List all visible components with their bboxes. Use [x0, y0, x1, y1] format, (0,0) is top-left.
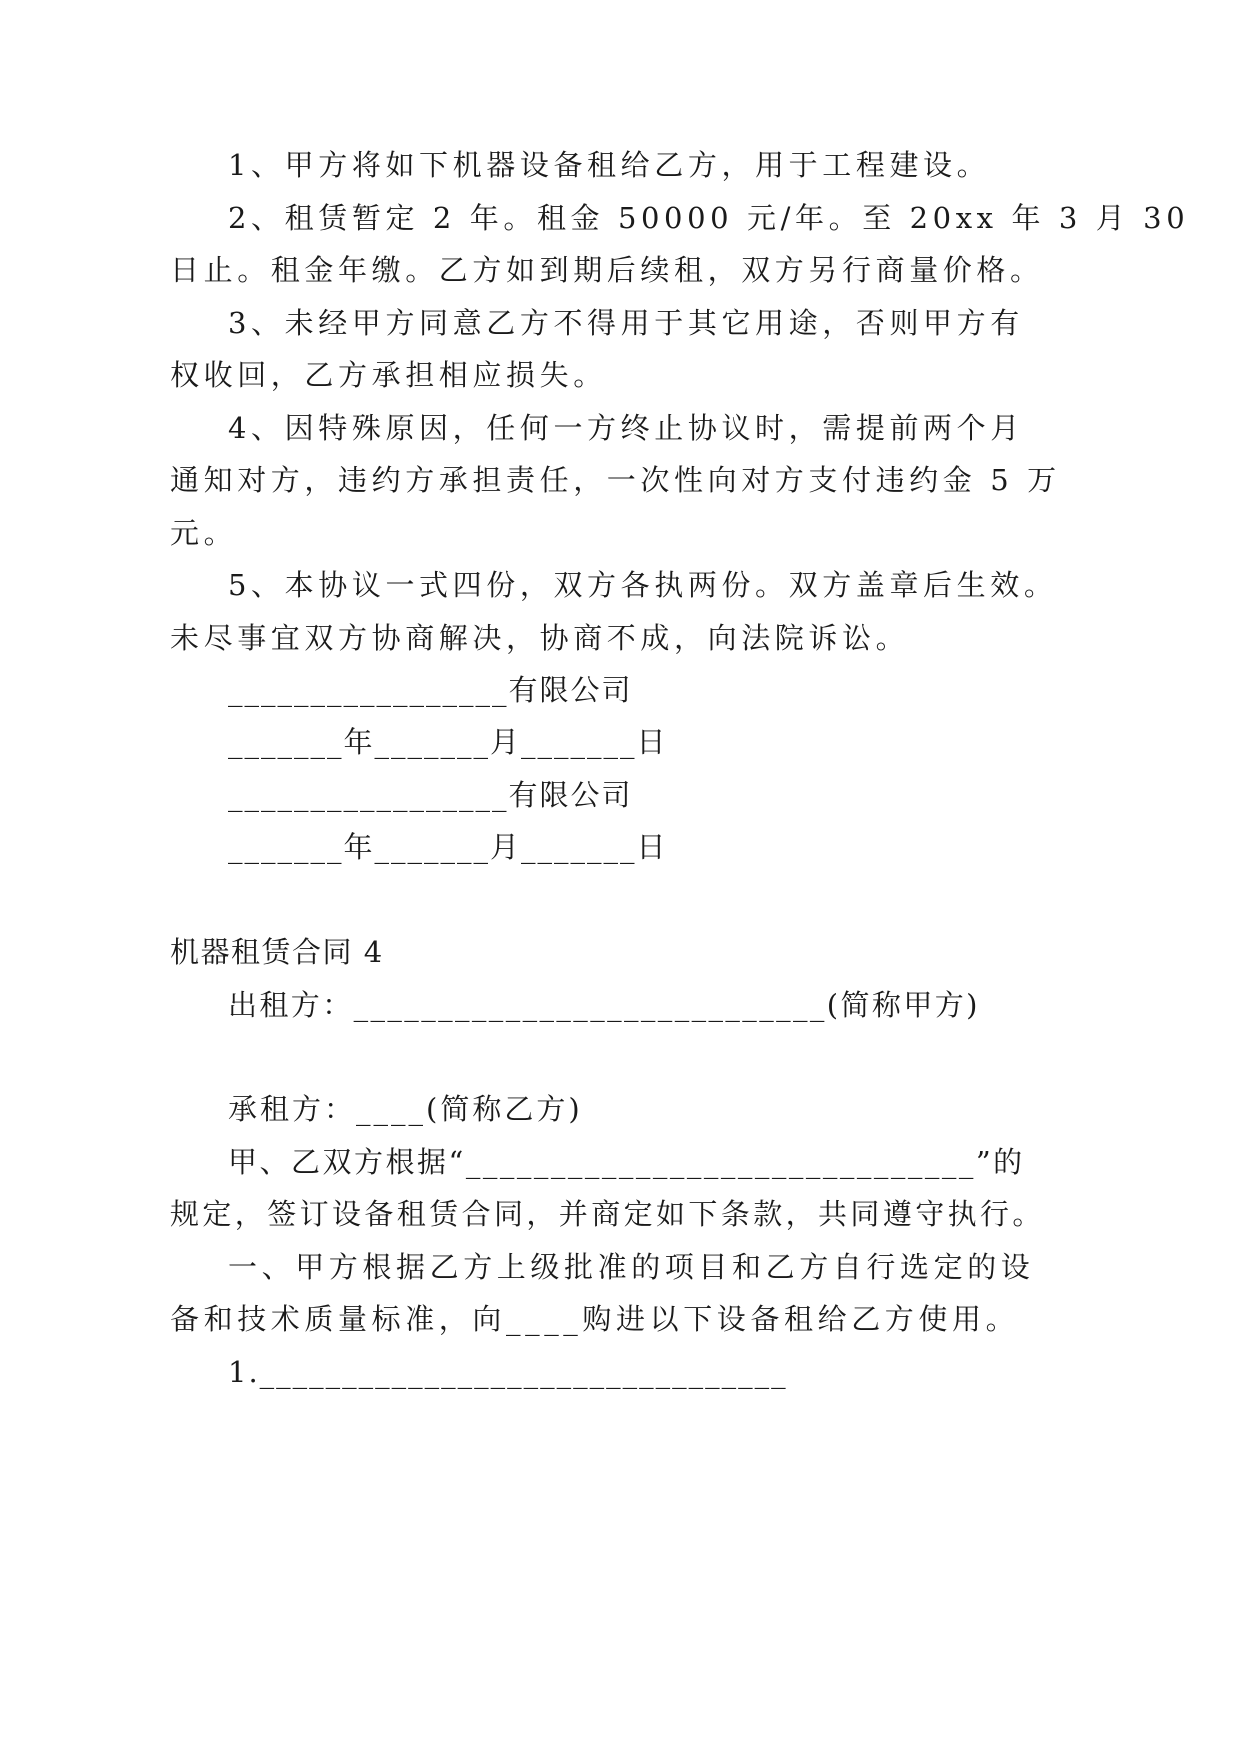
clause-3-line-1: 3、未经甲方同意乙方不得用于其它用途，否则甲方有 — [228, 306, 1024, 340]
clause-5-line-2: 未尽事宜双方协商解决，协商不成，向法院诉讼。 — [170, 621, 910, 655]
intro-line-2: 规定，签订设备租赁合同，并商定如下条款，共同遵守执行。 — [170, 1197, 1045, 1231]
clause-1: 1、甲方将如下机器设备租给乙方，用于工程建设。 — [228, 148, 991, 182]
clause-2-line-2: 日止。租金年缴。乙方如到期后续租，双方另行商量价格。 — [170, 253, 1044, 287]
clause-3-line-2: 权收回，乙方承担相应损失。 — [170, 358, 607, 392]
article-1-line-2: 备和技术质量标准，向____购进以下设备租给乙方使用。 — [170, 1302, 1020, 1336]
intro-line-1: 甲、乙双方根据“______________________________”的 — [228, 1145, 1025, 1179]
lessor-line: 出租方：____________________________(简称甲方) — [228, 988, 980, 1022]
item-1: 1.________________________________ — [228, 1355, 788, 1389]
article-1-line-1: 一、甲方根据乙方上级批准的项目和乙方自行选定的设 — [228, 1250, 1035, 1284]
signature-date-b: _______年_______月_______日 — [228, 830, 668, 864]
signature-date-a: _______年_______月_______日 — [228, 725, 668, 759]
clause-4-line-3: 元。 — [170, 516, 238, 550]
contract-4-title: 机器租赁合同 4 — [170, 935, 384, 969]
clause-2-line-1: 2、租赁暂定 2 年。租金 50000 元/年。至 20xx 年 3 月 30 — [228, 201, 1190, 235]
clause-4-line-1: 4、因特殊原因，任何一方终止协议时，需提前两个月 — [228, 411, 1024, 445]
clause-5-line-1: 5、本协议一式四份，双方各执两份。双方盖章后生效。 — [228, 568, 1058, 602]
lessee-line: 承租方：____(简称乙方) — [228, 1092, 583, 1126]
clause-4-line-2: 通知对方，违约方承担责任，一次性向对方支付违约金 5 万 — [170, 463, 1061, 497]
signature-company-a: _________________有限公司 — [228, 673, 633, 707]
signature-company-b: _________________有限公司 — [228, 778, 633, 812]
